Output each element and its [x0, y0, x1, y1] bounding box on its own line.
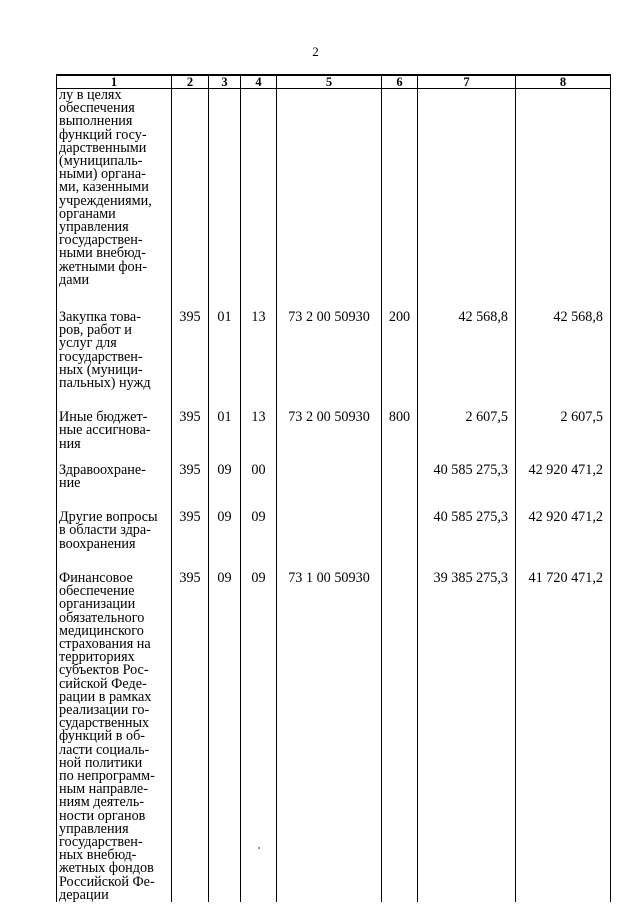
cell-code-expense — [382, 511, 418, 551]
cell-code-admin: 395 — [172, 511, 209, 551]
table-row — [57, 572, 611, 902]
row-description: Иные бюджет- ные ассигнова- ния — [57, 411, 172, 451]
cell-code-target: 73 2 00 50930 — [277, 411, 382, 451]
header-col-1: 1 — [57, 75, 172, 89]
cell-code-admin: 395 — [172, 411, 209, 451]
cell-amount-year2: 42 920 471,2 — [516, 464, 611, 490]
cell-code-section: 09 — [209, 511, 241, 551]
header-col-4: 4 — [241, 75, 277, 89]
cell-amount-year2: 42 920 471,2 — [516, 511, 611, 551]
budget-table — [56, 74, 611, 902]
cell-code-expense: 800 — [382, 411, 418, 451]
header-col-8: 8 — [516, 75, 611, 89]
row-description: лу в целях обеспечения выполнения функций госу- дарственными (муниципаль- ными) органа- ми, казенными учреждениями, органами управления государствен- ными внебюд- жетными фон- дами — [57, 89, 172, 288]
row-description: Другие вопросы в области здра- воохранения — [57, 511, 172, 551]
cell-amount-year1 — [418, 89, 516, 288]
cell-code-target — [277, 464, 382, 490]
cell-amount-year1: 2 607,5 — [418, 411, 516, 451]
header-col-7: 7 — [418, 75, 516, 89]
header-col-5: 5 — [277, 75, 382, 89]
row-spacer — [57, 490, 611, 511]
cell-code-subsection — [241, 89, 277, 288]
cell-code-target: 73 2 00 50930 — [277, 311, 382, 390]
cell-code-subsection: 09 — [241, 511, 277, 551]
cell-code-section: 09 — [209, 572, 241, 902]
table-row — [57, 464, 611, 490]
cell-amount-year1: 39 385 275,3 — [418, 572, 516, 902]
table-row — [57, 89, 611, 288]
table-row — [57, 411, 611, 451]
page-number: 2 — [312, 44, 319, 59]
table-row — [57, 311, 611, 390]
cell-amount-year1: 42 568,8 — [418, 311, 516, 390]
table-header-row — [57, 75, 611, 89]
cell-amount-year1: 40 585 275,3 — [418, 464, 516, 490]
cell-code-section: 01 — [209, 311, 241, 390]
table-row — [57, 511, 611, 551]
cell-amount-year2: 42 568,8 — [516, 311, 611, 390]
row-description: Закупка това- ров, работ и услуг для государствен- ных (муници- пальных) нужд — [57, 311, 172, 390]
header-col-2: 2 — [172, 75, 209, 89]
cell-amount-year2 — [516, 89, 611, 288]
cell-code-section — [209, 89, 241, 288]
cell-code-expense — [382, 464, 418, 490]
cell-amount-year2: 41 720 471,2 — [516, 572, 611, 902]
row-spacer — [57, 551, 611, 572]
cell-code-subsection: 13 — [241, 311, 277, 390]
header-col-6: 6 — [382, 75, 418, 89]
cell-code-subsection: 00 — [241, 464, 277, 490]
cell-code-admin: 395 — [172, 572, 209, 902]
cell-code-admin: 395 — [172, 311, 209, 390]
row-spacer — [57, 390, 611, 411]
cell-code-expense — [382, 572, 418, 902]
cell-code-target — [277, 511, 382, 551]
cell-amount-year1: 40 585 275,3 — [418, 511, 516, 551]
cell-code-section: 01 — [209, 411, 241, 451]
cell-code-admin: 395 — [172, 464, 209, 490]
row-description: Финансовое обеспечение организации обязательного медицинского страхования на территориях субъектов Рос- сийской Феде- рации в рамках реализации го- сударственных функций в об- ласти социаль- ной политики по непрограмм- ным направле- ниям деятель- ности органов управления государствен- ных внебюд- жетных фондов Российской Фе- дерации — [57, 572, 172, 902]
cell-amount-year2: 2 607,5 — [516, 411, 611, 451]
cell-code-expense — [382, 89, 418, 288]
header-col-3: 3 — [209, 75, 241, 89]
row-spacer — [57, 287, 611, 311]
cell-code-section: 09 — [209, 464, 241, 490]
cell-code-target: 73 1 00 50930 — [277, 572, 382, 902]
cell-code-expense: 200 — [382, 311, 418, 390]
row-description: Здравоохране- ние — [57, 464, 172, 490]
cell-code-subsection: 13 — [241, 411, 277, 451]
cell-code-admin — [172, 89, 209, 288]
cell-code-subsection: 09 — [241, 572, 277, 902]
cell-code-target — [277, 89, 382, 288]
scan-artifact-dot — [258, 847, 260, 849]
